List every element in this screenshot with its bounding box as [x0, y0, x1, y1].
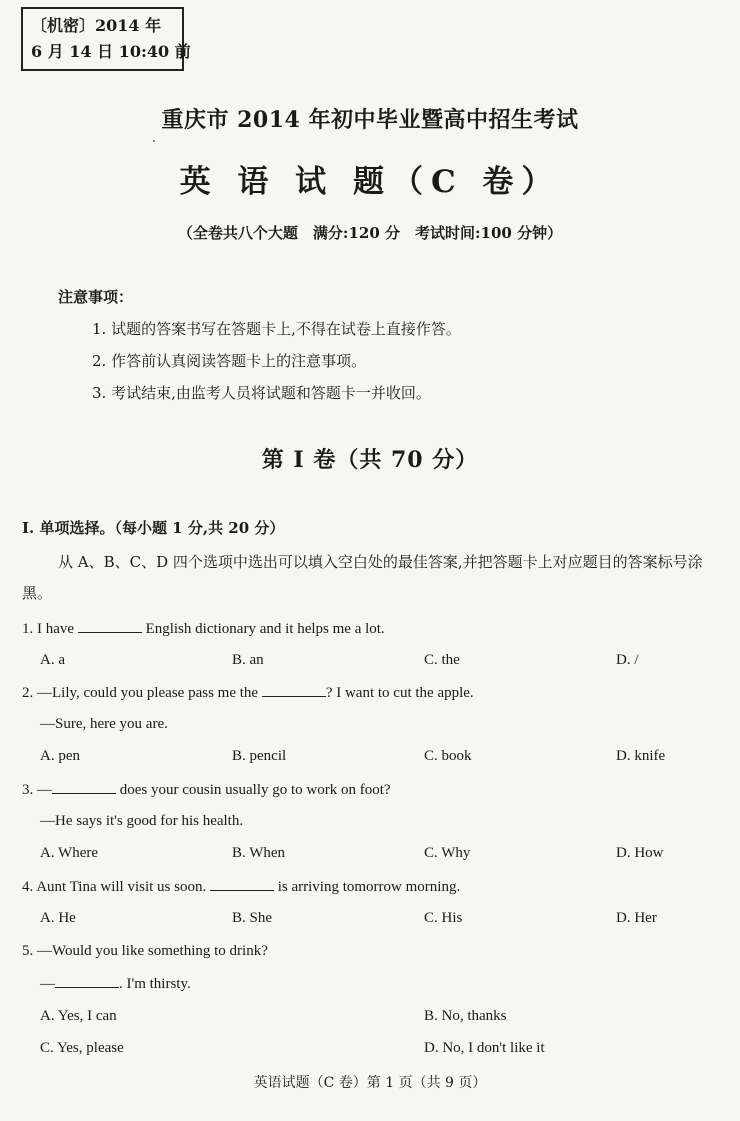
option-d[interactable]: D. / [616, 652, 639, 668]
question-number: 2. [22, 685, 34, 701]
dialog-text: . I'm thirsty. [119, 976, 191, 992]
option-b[interactable]: B. an [232, 652, 264, 668]
option-a[interactable]: A. a [40, 652, 65, 668]
option-a[interactable]: A. Yes, I can [40, 1008, 117, 1024]
option-d[interactable]: D. knife [616, 748, 666, 764]
answer-blank[interactable] [52, 781, 116, 794]
question-3 [22, 781, 391, 799]
section-title: 第 Ⅰ 卷（共 70 分） [261, 447, 479, 473]
notice-item: 2. 作答前认真阅读答题卡上的注意事项。 [92, 352, 367, 370]
question-number: 3. [22, 782, 34, 798]
confidential-box [21, 7, 191, 71]
part-heading: Ⅰ. 单项选择。（每小题 1 分,共 20 分） [22, 519, 285, 537]
option-b[interactable]: B. pencil [232, 748, 287, 764]
question-number: 4. [22, 879, 34, 895]
dialog-response [40, 975, 191, 993]
question-text-pre: —Lily, could you please pass me the [37, 685, 259, 701]
question-1 [22, 620, 385, 638]
question-text-post: ? I want to cut the apple. [325, 685, 474, 701]
question-text-pre: — [37, 782, 52, 798]
confidential-line-1: 〔机密〕2014 年 [31, 16, 162, 35]
option-d[interactable]: D. How [616, 845, 664, 861]
option-d[interactable]: D. Her [616, 910, 657, 926]
option-c[interactable]: C. book [424, 748, 472, 764]
notice-item: 1. 试题的答案书写在答题卡上,不得在试卷上直接作答。 [92, 320, 461, 338]
part-instruction: 从 A、B、C、D 四个选项中选出可以填入空白处的最佳答案,并把答题卡上对应题目的答案标号涂黑。 [22, 553, 703, 602]
question-text-pre: Aunt Tina will visit us soon. [36, 879, 207, 895]
option-a[interactable]: A. Where [40, 845, 99, 861]
subject-title: 英 语 试 题（C 卷） [179, 164, 561, 200]
option-a[interactable]: A. pen [40, 748, 80, 764]
option-b[interactable]: B. She [232, 910, 273, 926]
dialog-response: —He says it's good for his health. [40, 813, 244, 829]
exam-title: 重庆市 2014 年初中毕业暨高中招生考试 [161, 107, 579, 133]
option-b[interactable]: B. No, thanks [424, 1008, 507, 1024]
stray-dot [153, 140, 155, 142]
question-text-post: English dictionary and it helps me a lot. [145, 621, 385, 637]
question-number: 1. [22, 621, 34, 637]
exam-info: （全卷共八个大题 满分:120 分 考试时间:100 分钟） [177, 224, 563, 242]
answer-blank[interactable] [55, 975, 119, 988]
option-c[interactable]: C. Why [424, 845, 471, 861]
option-d[interactable]: D. No, I don't like it [424, 1040, 545, 1056]
question-5 [22, 943, 268, 960]
notice-heading: 注意事项： [58, 288, 134, 306]
confidential-line-2: 6 月 14 日 10:40 前 [31, 42, 191, 61]
answer-blank[interactable] [210, 878, 274, 891]
option-c[interactable]: C. the [424, 652, 460, 668]
option-c[interactable]: C. His [424, 910, 463, 926]
option-c[interactable]: C. Yes, please [40, 1040, 124, 1056]
question-number: 5. [22, 943, 34, 959]
question-text-pre: I have [37, 621, 75, 637]
dialog-dash: — [40, 976, 55, 992]
question-text-post: does your cousin usually go to work on foot? [119, 782, 391, 798]
page-footer: 英语试题（C 卷）第 1 页（共 9 页） [253, 1075, 487, 1091]
question-4 [22, 878, 460, 896]
dialog-response: —Sure, here you are. [40, 716, 168, 732]
option-a[interactable]: A. He [40, 910, 76, 926]
question-text-post: is arriving tomorrow morning. [277, 879, 461, 895]
question-text-pre: —Would you like something to drink? [37, 943, 268, 959]
option-b[interactable]: B. When [232, 845, 286, 861]
question-2 [22, 684, 474, 702]
notice-item: 3. 考试结束,由监考人员将试题和答题卡一并收回。 [92, 384, 431, 402]
answer-blank[interactable] [262, 684, 326, 697]
answer-blank[interactable] [78, 620, 142, 633]
